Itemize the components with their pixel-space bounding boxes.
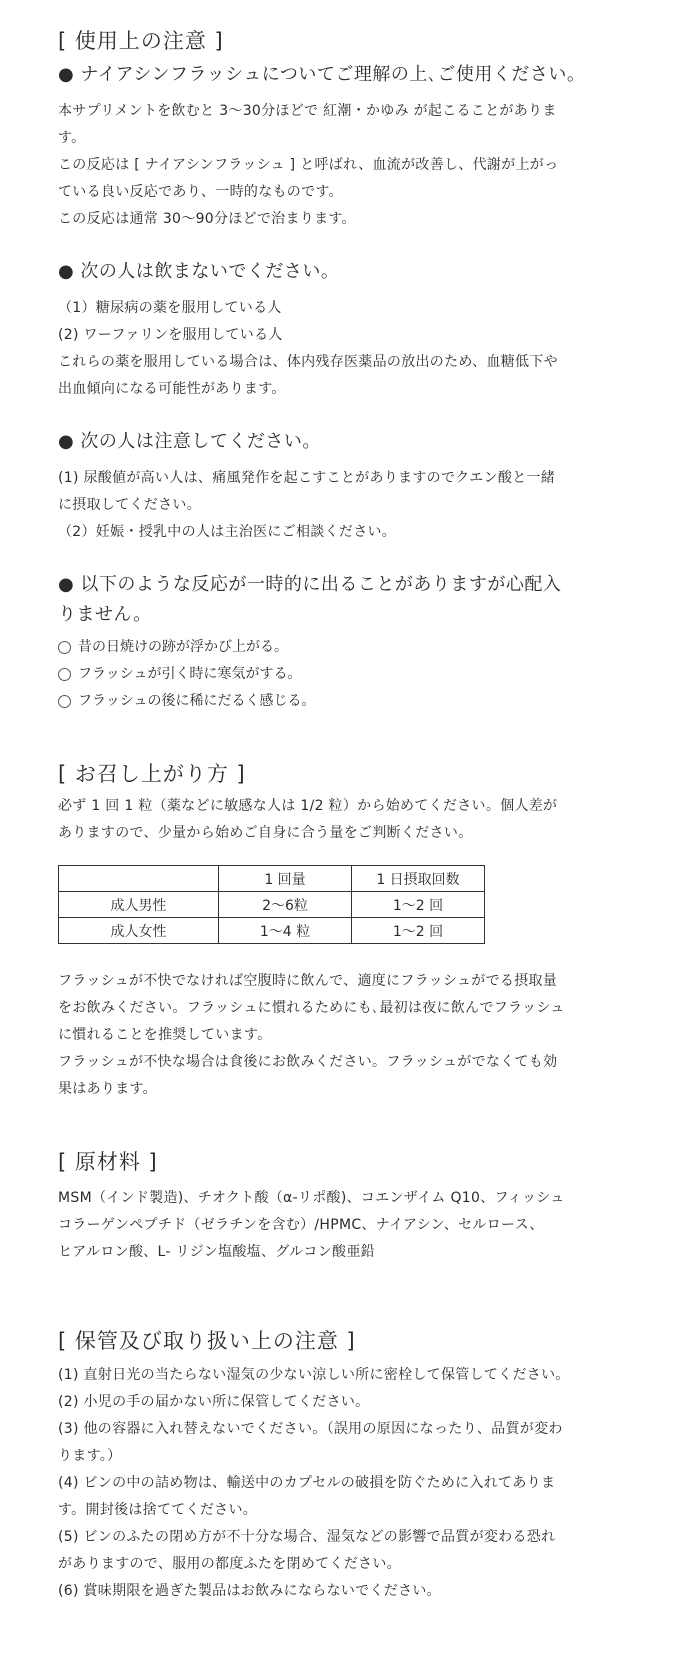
circle-bullet-icon — [58, 695, 71, 708]
circle-bullet-icon — [58, 668, 71, 681]
reaction-item — [58, 688, 638, 715]
flush-line: ている良い反応であり、一時的なものです。 — [58, 184, 343, 200]
dosage-note-line: をお飲みください。フラッシュに慣れるためにも､最初は夜に飲んでフラッシュ — [58, 1000, 565, 1016]
dosage-intro-line: ありますので、少量から始めご自身に合う量をご判断ください。 — [58, 825, 473, 841]
reaction-item-label: フラッシュが引く時に寒気がする。 — [78, 666, 302, 682]
do-not-take-line: これらの薬を服用している場合は、体内残存医薬品の放出のため、血糖低下や — [58, 354, 558, 370]
ingredients-line: コラーゲンペプチド（ゼラチンを含む）/HPMC、ナイアシン、セルロース、 — [58, 1217, 544, 1233]
table-cell: 2〜6粒 — [219, 892, 352, 918]
ingredients-section-title: [ 原材料 ] — [58, 1150, 158, 1174]
table-cell: 1〜2 回 — [352, 918, 485, 944]
do-not-take-line: 出血傾向になる可能性があります。 — [58, 381, 286, 397]
caution-line: （2）妊娠・授乳中の人は主治医にご相談ください。 — [58, 524, 397, 540]
storage-line: (6) 賞味期限を過ぎた製品はお飲みにならないでください。 — [58, 1583, 441, 1599]
table-header-cell: 1 日摂取回数 — [352, 866, 485, 892]
reaction-item-label: 昔の日焼けの跡が浮かび上がる。 — [78, 639, 288, 655]
flush-line: 本サプリメントを飲むと 3〜30分ほどで 紅潮・かゆみ が起こることがありま — [58, 103, 557, 119]
caution-heading: ● 次の人は注意してください。 — [58, 431, 321, 452]
storage-section-title: [ 保管及び取り扱い上の注意 ] — [58, 1329, 356, 1353]
storage-line: (4) ビンの中の詰め物は、輸送中のカプセルの破損を防ぐために入れてありま — [58, 1475, 556, 1491]
usage-section-title: [ 使用上の注意 ] — [58, 29, 224, 53]
dosage-note-line: フラッシュが不快でなければ空腹時に飲んで、適度にフラッシュがでる摂取量 — [58, 973, 558, 989]
reactions-heading: ● 以下のような反応が一時的に出ることがありますが心配入 — [58, 574, 562, 595]
table-cell: 1〜4 粒 — [219, 918, 352, 944]
caution-line: に摂取してください。 — [58, 497, 201, 513]
do-not-take-line: （1）糖尿病の薬を服用している人 — [58, 300, 282, 316]
storage-line: (2) 小児の手の届かない所に保管してください。 — [58, 1394, 370, 1410]
storage-line: す。開封後は捨ててください。 — [58, 1502, 258, 1518]
dosage-intro-line: 必ず 1 回 1 粒（薬などに敏感な人は 1/2 粒）から始めてください。個人差が — [58, 798, 558, 814]
reaction-item — [58, 661, 638, 688]
dosage-table — [58, 865, 485, 944]
flush-heading: ● ナイアシンフラッシュについてご理解の上､ご使用ください。 — [58, 64, 586, 85]
dosage-section-title: [ お召し上がり方 ] — [58, 762, 246, 786]
flush-line: この反応は通常 30〜90分ほどで治まります。 — [58, 211, 356, 227]
table-header-row — [59, 866, 485, 892]
reaction-item-label: フラッシュの後に稀にだるく感じる。 — [78, 693, 316, 709]
storage-line: (1) 直射日光の当たらない湿気の少ない涼しい所に密栓して保管してください。 — [58, 1367, 570, 1383]
flush-line: この反応は [ ナイアシンフラッシュ ] と呼ばれ、血流が改善し、代謝が上がっ — [58, 157, 559, 173]
do-not-take-heading: ● 次の人は飲まないでください。 — [58, 261, 340, 282]
circle-bullet-icon — [58, 641, 71, 654]
flush-line: す。 — [58, 130, 86, 146]
table-row — [59, 918, 485, 944]
dosage-note-line: に慣れることを推奨しています。 — [58, 1027, 272, 1043]
table-header-cell: 1 回量 — [219, 866, 352, 892]
storage-line: がありますので、服用の都度ふたを閉めてください。 — [58, 1556, 401, 1572]
table-row — [59, 892, 485, 918]
content-column — [58, 22, 638, 1605]
ingredients-line: ヒアルロン酸、L- リジン塩酸塩、グルコン酸亜鉛 — [58, 1244, 375, 1260]
storage-line: ります。） — [58, 1448, 122, 1464]
table-header-cell — [59, 866, 219, 892]
reaction-item — [58, 634, 638, 661]
do-not-take-line: (2) ワーファリンを服用している人 — [58, 327, 283, 343]
ingredients-line: MSM（インド製造)、チオクト酸（α-リポ酸)、コエンザイム Q10、フィッシュ — [58, 1190, 565, 1206]
dosage-note-line: フラッシュが不快な場合は食後にお飲みください。フラッシュがでなくても効 — [58, 1054, 558, 1070]
caution-line: (1) 尿酸値が高い人は、痛風発作を起こすことがありますのでクエン酸と一緒 — [58, 470, 556, 486]
storage-line: (5) ビンのふたの閉め方が不十分な場合、湿気などの影響で品質が変わる恐れ — [58, 1529, 556, 1545]
table-cell: 1〜2 回 — [352, 892, 485, 918]
dosage-note-line: 果はあります。 — [58, 1081, 157, 1097]
table-cell: 成人男性 — [59, 892, 219, 918]
reactions-heading: りません。 — [58, 604, 152, 625]
table-cell: 成人女性 — [59, 918, 219, 944]
storage-line: (3) 他の容器に入れ替えないでください。（誤用の原因になったり、品質が変わ — [58, 1421, 563, 1437]
